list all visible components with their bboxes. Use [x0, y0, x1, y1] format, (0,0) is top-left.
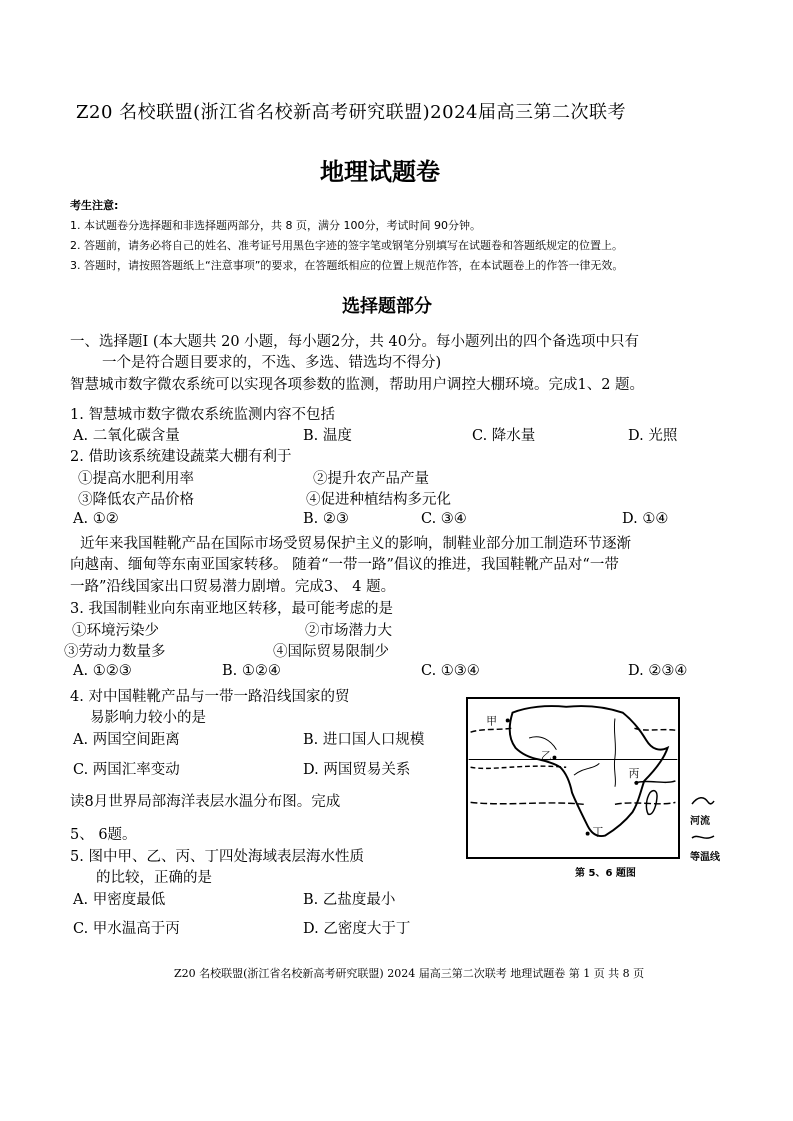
legend-isotherm-label: 等温线: [690, 852, 720, 863]
isotherm-legend-icon: [690, 830, 716, 844]
q1-stem: 1. 智慧城市数字微农系统监测内容不包括: [70, 407, 335, 423]
africa-map-svg: [468, 699, 678, 857]
q4-option-d: D. 两国贸易关系: [303, 762, 411, 778]
q5-stem-line2: 的比较，正确的是: [96, 870, 212, 886]
stem-1-2: 智慧城市数字微农系统可以实现各项参数的监测，帮助用户调控大棚环境。完成1、2 题。: [70, 377, 645, 393]
q1-option-d: D. 光照: [628, 428, 678, 444]
madagascar-outline: [646, 791, 657, 815]
label-bing: 丙: [628, 767, 640, 781]
q2-option-a: A. ①②: [73, 511, 119, 527]
label-jia: 甲: [486, 714, 497, 728]
point-yi: [553, 756, 557, 760]
page-footer: Z20 名校联盟(浙江省名校新高考研究联盟) 2024 届高三第二次联考 地理试题卷 第 1 页 共 8 页: [174, 967, 645, 980]
stem-3-4-line2: 向越南、缅甸等东南亚国家转移。 随着“一带一路”倡议的推进，我国鞋靴产品对“一带: [70, 557, 619, 573]
part1-intro-line1: 一、选择题Ⅰ (本大题共 20 小题，每小题2分，共 40分。每小题列出的四个备选项中只有: [70, 334, 639, 350]
exam-title: Z20 名校联盟(浙江省名校新高考研究联盟)2024届高三第二次联考: [76, 102, 626, 123]
map-caption: 第 5、6 题图: [575, 868, 636, 879]
q1-option-c: C. 降水量: [472, 428, 536, 444]
q1-option-a: A. 二氧化碳含量: [73, 428, 180, 444]
point-bing: [634, 781, 638, 785]
part1-intro-line2: 一个是符合题目要求的，不选、多选、错选均不得分): [102, 355, 442, 371]
river-niger: [529, 737, 556, 750]
q3-choice-3: ③劳动力数量多: [64, 644, 166, 660]
q2-choice-3: ③降低农产品价格: [78, 492, 194, 508]
q2-option-d: D. ①④: [622, 511, 669, 527]
river-legend-icon: [690, 794, 716, 808]
q2-option-c: C. ③④: [421, 511, 467, 527]
notice-item-3: 3. 答题时，请按照答题纸上“注意事项”的要求，在答题纸相应的位置上规范作答，在本试题卷上的作答一律无效。: [70, 259, 624, 272]
q5-option-c: C. 甲水温高于丙: [73, 921, 180, 937]
q5-option-a: A. 甲密度最低: [73, 892, 166, 908]
q5-option-b: B. 乙盐度最小: [303, 892, 396, 908]
stem-5-6-line2: 5、 6题。: [70, 827, 137, 843]
river-nile: [614, 719, 615, 787]
q3-option-c: C. ①③④: [421, 663, 480, 679]
point-ding: [586, 832, 590, 836]
section-title: 选择题部分: [342, 296, 432, 317]
q3-option-d: D. ②③④: [628, 663, 688, 679]
isotherm-north: [471, 728, 512, 732]
point-jia: [506, 719, 510, 723]
sea-temperature-map: [466, 697, 680, 859]
q3-choice-4: ④国际贸易限制少: [273, 644, 389, 660]
label-ding: 丁: [592, 825, 604, 839]
stem-3-4-line1: 近年来我国鞋靴产品在国际市场受贸易保护主义的影响，制鞋业部分加工制造环节逐渐: [80, 536, 631, 552]
paper-title: 地理试题卷: [320, 157, 440, 186]
notice-item-1: 1. 本试题卷分选择题和非选择题两部分，共 8 页，满分 100分，考试时间 90分钟。: [70, 219, 481, 232]
q3-stem: 3. 我国制鞋业向东南亚地区转移，最可能考虑的是: [70, 601, 393, 617]
q4-option-b: B. 进口国人口规模: [303, 732, 425, 748]
river-congo: [574, 763, 599, 775]
q5-option-d: D. 乙密度大于丁: [303, 921, 411, 937]
stem-5-6-line1: 读8月世界局部海洋表层水温分布图。完成: [70, 794, 341, 810]
legend-river-label: 河流: [690, 816, 710, 827]
isotherm-south: [471, 802, 676, 804]
isotherm-mid-west: [471, 766, 567, 768]
q3-option-b: B. ①②④: [222, 663, 281, 679]
q2-choice-1: ①提高水肥利用率: [78, 471, 194, 487]
q4-stem-line2: 易影响力较小的是: [90, 710, 206, 726]
q3-choice-1: ①环境污染少: [72, 623, 159, 639]
isotherm-mid-east: [634, 781, 675, 783]
q2-stem: 2. 借助该系统建设蔬菜大棚有利于: [70, 449, 292, 465]
q4-option-c: C. 两国汇率变动: [73, 762, 180, 778]
q2-option-b: B. ②③: [303, 511, 349, 527]
q3-option-a: A. ①②③: [73, 663, 132, 679]
q2-choice-2: ②提升农产品产量: [313, 471, 429, 487]
notice-item-2: 2. 答题前，请务必将自己的姓名、准考证号用黑色字迹的签字笔或钢笔分别填写在试题卷和答题纸规定的位置上。: [70, 239, 623, 252]
notice-heading: 考生注意:: [70, 199, 119, 212]
q5-stem-line1: 5. 图中甲、乙、丙、丁四处海域表层海水性质: [70, 849, 364, 865]
label-yi: 乙: [540, 749, 552, 763]
q4-stem-line1: 4. 对中国鞋靴产品与一带一路沿线国家的贸: [70, 689, 350, 705]
q3-choice-2: ②市场潜力大: [305, 623, 392, 639]
q1-option-b: B. 温度: [303, 428, 352, 444]
q4-option-a: A. 两国空间距离: [73, 732, 180, 748]
q2-choice-4: ④促进种植结构多元化: [306, 492, 451, 508]
stem-3-4-line3: 一路”沿线国家出口贸易潜力剧增。完成3、 4 题。: [70, 579, 396, 595]
africa-outline: [510, 706, 668, 836]
